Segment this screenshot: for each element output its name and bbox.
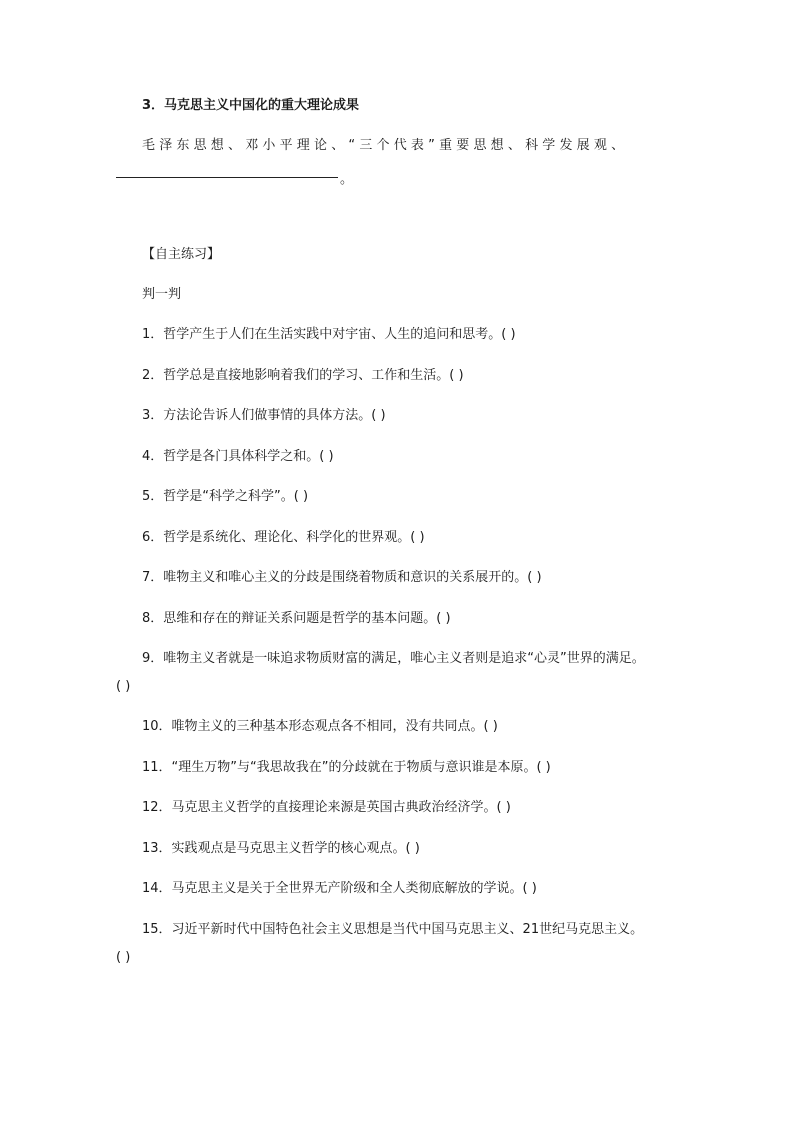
section-heading: 3．马克思主义中国化的重大理论成果 bbox=[142, 98, 360, 113]
question-item: 7．唯物主义和唯心主义的分歧是围绕着物质和意识的关系展开的。( ) bbox=[142, 570, 542, 585]
theory-list-line: 毛泽东思想、邓小平理论、“三个代表”重要思想、科学发展观、 bbox=[142, 138, 629, 153]
question-item: 15．习近平新时代中国特色社会主义思想是当代中国马克思主义、21世纪马克思主义。 bbox=[142, 922, 644, 937]
practice-subtitle: 判一判 bbox=[142, 287, 182, 302]
question-item: 13．实践观点是马克思主义哲学的核心观点。( ) bbox=[142, 841, 420, 856]
question-item: 1．哲学产生于人们在生活实践中对宇宙、人生的追问和思考。( ) bbox=[142, 327, 516, 342]
question-item: 3．方法论告诉人们做事情的具体方法。( ) bbox=[142, 408, 386, 423]
question-item: 14．马克思主义是关于全世界无产阶级和全人类彻底解放的学说。( ) bbox=[142, 881, 537, 896]
question-item: 8．思维和存在的辩证关系问题是哲学的基本问题。( ) bbox=[142, 611, 451, 626]
answer-parentheses: ( ) bbox=[116, 950, 131, 965]
blank-period: 。 bbox=[340, 172, 354, 187]
question-item: 5．哲学是“科学之科学”。( ) bbox=[142, 489, 309, 504]
question-item: 12．马克思主义哲学的直接理论来源是英国古典政治经济学。( ) bbox=[142, 800, 511, 815]
answer-blank bbox=[116, 177, 338, 178]
question-item: 4．哲学是各门具体科学之和。( ) bbox=[142, 449, 334, 464]
question-item: 11．“理生万物”与“我思故我在”的分歧就在于物质与意识谁是本原。( ) bbox=[142, 760, 551, 775]
question-item: 6．哲学是系统化、理论化、科学化的世界观。( ) bbox=[142, 530, 425, 545]
question-item: 9．唯物主义者就是一味追求物质财富的满足，唯心主义者则是追求“心灵”世界的满足。 bbox=[142, 651, 645, 666]
practice-title: 【自主练习】 bbox=[142, 247, 221, 262]
question-item: 2．哲学总是直接地影响着我们的学习、工作和生活。( ) bbox=[142, 368, 464, 383]
question-item: 10．唯物主义的三种基本形态观点各不相同，没有共同点。( ) bbox=[142, 719, 498, 734]
answer-parentheses: ( ) bbox=[116, 679, 131, 694]
